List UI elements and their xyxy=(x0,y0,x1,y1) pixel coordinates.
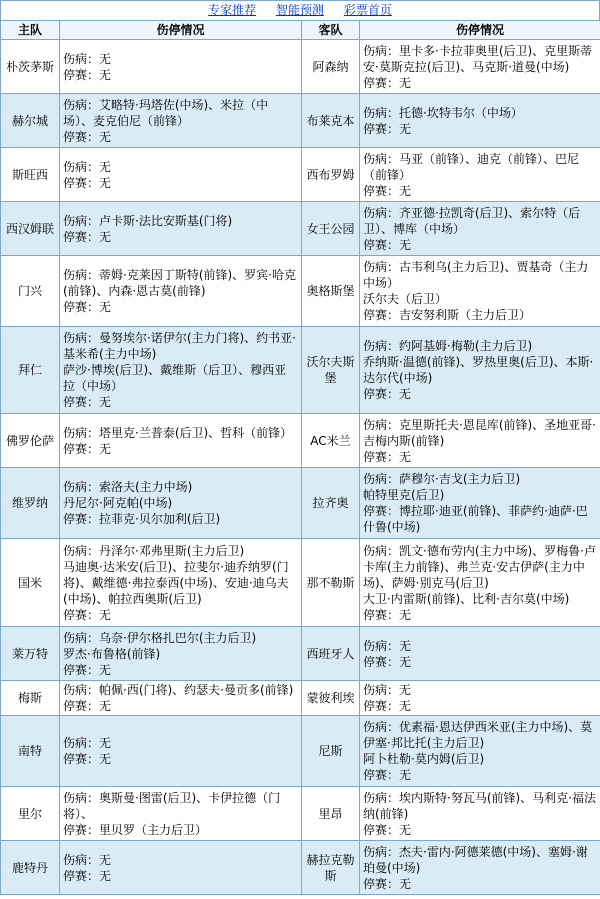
injury-line: 伤病：帕佩·西(门将)、约瑟夫·曼贡多(前锋) xyxy=(63,683,294,697)
away-team: 里昂 xyxy=(302,787,360,841)
nav-link-lottery-home[interactable]: 彩票首页 xyxy=(343,3,392,17)
injury-line: 伤病：齐亚德·拉凯奇(后卫)、索尔特（后卫）、博库（中场） xyxy=(363,205,581,236)
away-injury-info xyxy=(360,256,600,327)
home-team: 国米 xyxy=(1,539,60,627)
injury-line: 罗杰·布鲁格(前锋) xyxy=(63,646,161,661)
injury-line: 停赛：无 xyxy=(63,441,112,456)
injury-line: 停赛：无 xyxy=(63,395,112,409)
table-row xyxy=(1,681,600,716)
injury-line: 停赛：无 xyxy=(363,654,412,669)
away-team: 奥格斯堡 xyxy=(302,256,360,327)
home-team: 鹿特丹 xyxy=(1,841,60,895)
home-team: 门兴 xyxy=(1,256,60,327)
header-row xyxy=(1,21,600,40)
injury-line: 停赛：无 xyxy=(63,229,112,244)
injury-line: 停赛：无 xyxy=(63,662,112,677)
injury-line: 伤病：无 xyxy=(63,852,112,867)
away-injury-info xyxy=(360,539,600,627)
injury-line: 伤病：古韦利乌(主力后卫)、贾基奇（主力中场） xyxy=(363,260,589,290)
away-injury-info xyxy=(360,94,600,148)
away-injury-info xyxy=(360,414,600,468)
injury-line: 伤病：马亚（前锋）、迪克（前锋）、巴尼（前锋） xyxy=(363,151,580,182)
home-injury-info xyxy=(60,327,302,414)
home-team: 斯旺西 xyxy=(1,148,60,202)
injury-line: 停赛：无 xyxy=(63,699,112,713)
injury-line: 伤病：萨穆尔·吉戈(主力后卫) xyxy=(363,472,521,486)
injury-line: 萨沙·博埃(后卫)、戴维斯（后卫）、穆西亚拉（中场） xyxy=(63,363,287,393)
injury-line: 伤病：无 xyxy=(363,638,412,653)
injury-line: 停赛：无 xyxy=(63,752,112,766)
injury-line: 停赛：无 xyxy=(363,699,412,713)
injury-line: 伤病：优素福·恩达伊西米亚(主力中场)、莫伊塞·邦比托(主力后卫) xyxy=(363,720,593,750)
injury-line: 伤病：乌奈·伊尔格扎巴尔(主力后卫) xyxy=(63,630,257,645)
home-team: 佛罗伦萨 xyxy=(1,414,60,468)
injury-line: 伤病：卢卡斯·法比安斯基(门将) xyxy=(63,213,233,228)
injury-line: 停赛：无 xyxy=(363,876,412,891)
injury-line: 伤病：托德·坎特韦尔（中场） xyxy=(363,105,523,120)
home-injury-header: 伤停情况 xyxy=(60,21,302,40)
home-team: 梅斯 xyxy=(1,681,60,716)
away-team-header: 客队 xyxy=(302,21,360,40)
away-team: 拉齐奥 xyxy=(302,468,360,539)
home-injury-info xyxy=(60,202,302,256)
injury-line: 马迪奥·达米安(后卫)、拉斐尔·迪乔纳罗(门将)、戴维德·弗拉泰西(中场)、安迪·迪乌夫(中场)、帕拉西奥斯(后卫) xyxy=(63,559,289,606)
injury-line: 停赛：无 xyxy=(63,868,112,883)
home-injury-info xyxy=(60,787,302,841)
away-team: 布莱克本 xyxy=(302,94,360,148)
home-injury-info xyxy=(60,468,302,539)
home-injury-info xyxy=(60,94,302,148)
table-row xyxy=(1,327,600,414)
table-row xyxy=(1,94,600,148)
away-team: 尼斯 xyxy=(302,716,360,787)
home-team: 西汉姆联 xyxy=(1,202,60,256)
injury-line: 停赛：无 xyxy=(363,387,412,401)
away-injury-info xyxy=(360,716,600,787)
away-injury-header: 伤停情况 xyxy=(360,21,600,40)
away-injury-info xyxy=(360,202,600,256)
table-row xyxy=(1,256,600,327)
injury-line: 乔纳斯·温德(前锋)、罗热里奥(后卫)、本斯·达尔代(中场) xyxy=(363,355,594,385)
home-team-header: 主队 xyxy=(1,21,60,40)
table-row xyxy=(1,716,600,787)
table-row xyxy=(1,414,600,468)
away-team: AC米兰 xyxy=(302,414,360,468)
home-team: 朴茨茅斯 xyxy=(1,40,60,94)
home-team: 南特 xyxy=(1,716,60,787)
away-team: 女王公园 xyxy=(302,202,360,256)
home-team: 赫尔城 xyxy=(1,94,60,148)
away-team: 蒙彼利埃 xyxy=(302,681,360,716)
home-injury-info xyxy=(60,256,302,327)
injury-line: 停赛：无 xyxy=(63,129,112,144)
home-injury-info xyxy=(60,841,302,895)
injury-line: 停赛：无 xyxy=(363,607,412,622)
away-injury-info xyxy=(360,841,600,895)
injury-line: 伤病：艾略特·玛塔佐(中场)、米拉（中场）、麦克伯尼（前锋） xyxy=(63,97,269,128)
table-row xyxy=(1,841,600,895)
injury-line: 阿卜杜勒·莫内姆(后卫) xyxy=(363,752,485,766)
table-row xyxy=(1,787,600,841)
table-row xyxy=(1,40,600,94)
home-injury-info xyxy=(60,414,302,468)
table-body xyxy=(1,40,600,895)
injury-line: 伤病：丹泽尔·邓弗里斯(主力后卫) xyxy=(63,543,245,558)
injury-line: 停赛：无 xyxy=(363,183,412,198)
injury-line: 伤病：无 xyxy=(363,683,412,697)
injury-line: 伤病：无 xyxy=(63,51,112,66)
away-injury-info xyxy=(360,468,600,539)
home-team: 维罗纳 xyxy=(1,468,60,539)
injury-line: 停赛：无 xyxy=(363,75,412,90)
injury-line: 伤病：凯文·德布劳内(主力中场)、罗梅鲁·卢卡库(主力前锋)、弗兰克·安古伊萨(主力中场)、萨姆·别克马(后卫) xyxy=(363,543,596,590)
injury-line: 停赛：无 xyxy=(363,237,412,252)
away-team: 阿森纳 xyxy=(302,40,360,94)
home-injury-info xyxy=(60,148,302,202)
injury-line: 停赛：无 xyxy=(363,822,412,837)
injury-line: 停赛：无 xyxy=(63,67,112,82)
injury-line: 帕特里克(后卫) xyxy=(363,488,445,502)
injury-line: 伤病：曼努埃尔·诺伊尔(主力门将)、约书亚·基米希(主力中场) xyxy=(63,331,296,361)
injury-line: 停赛：无 xyxy=(363,768,412,782)
injury-line: 伤病：埃内斯特·努瓦马(前锋)、马利克·福法纳(前锋) xyxy=(363,790,596,821)
injury-line: 停赛：拉菲克·贝尔加利(后卫) xyxy=(63,512,221,526)
table-row xyxy=(1,148,600,202)
home-injury-info xyxy=(60,40,302,94)
home-injury-info xyxy=(60,681,302,716)
away-injury-info xyxy=(360,627,600,681)
injury-table xyxy=(0,20,600,895)
injury-line: 停赛：博拉耶·迪亚(前锋)、菲萨约·迪萨·巴什鲁(中场) xyxy=(363,504,588,534)
injury-line: 伤病：克里斯托夫·恩昆库(前锋)、圣地亚哥·吉梅内斯(前锋) xyxy=(363,417,596,448)
home-injury-info xyxy=(60,539,302,627)
injury-line: 大卫·内雷斯(前锋)、比利·吉尔莫(中场) xyxy=(363,591,570,606)
nav-link-expert[interactable]: 专家推荐 xyxy=(208,3,257,17)
injury-line: 伤病：索洛夫(主力中场) xyxy=(63,480,193,494)
injury-line: 停赛：里贝罗（主力后卫） xyxy=(63,822,208,837)
table-row xyxy=(1,468,600,539)
away-team: 沃尔夫斯堡 xyxy=(302,327,360,414)
injury-line: 伤病：无 xyxy=(63,736,112,750)
top-nav xyxy=(0,0,600,20)
injury-line: 沃尔夫（后卫） xyxy=(363,292,448,306)
home-injury-info xyxy=(60,627,302,681)
away-injury-info xyxy=(360,40,600,94)
injury-line: 伤病：塔里克·兰普泰(后卫)、哲科（前锋） xyxy=(63,425,293,440)
injury-line: 停赛：无 xyxy=(363,121,412,136)
injury-line: 伤病：里卡多·卡拉菲奥里(后卫)、克里斯蒂安·莫斯克拉(后卫)、马克斯·道曼(中场) xyxy=(363,43,593,74)
table-row xyxy=(1,627,600,681)
table-row xyxy=(1,202,600,256)
away-injury-info xyxy=(360,327,600,414)
injury-line: 伤病：约阿基姆·梅勒(主力后卫) xyxy=(363,339,533,353)
injury-line: 伤病：杰夫·雷内·阿德莱德(中场)、塞姆·谢珀曼(中场) xyxy=(363,844,588,875)
injury-line: 停赛：无 xyxy=(363,449,412,464)
injury-line: 伤病：无 xyxy=(63,159,112,174)
away-team: 那不勒斯 xyxy=(302,539,360,627)
injury-line: 停赛：无 xyxy=(63,607,112,622)
away-injury-info xyxy=(360,787,600,841)
injury-line: 伤病：奥斯曼·图雷(后卫)、卡伊拉德（门将）、 xyxy=(63,790,281,821)
injury-line: 伤病：蒂姆·克莱因丁斯特(前锋)、罗宾·哈克(前锋)、内森·恩古莫(前锋) xyxy=(63,268,296,298)
injury-line: 停赛：吉安努利斯（主力后卫） xyxy=(363,308,532,322)
nav-link-prediction[interactable]: 智能预测 xyxy=(275,3,324,17)
injury-line: 停赛：无 xyxy=(63,175,112,190)
injury-line: 停赛：无 xyxy=(63,300,112,314)
home-team: 里尔 xyxy=(1,787,60,841)
away-team: 西布罗姆 xyxy=(302,148,360,202)
home-team: 拜仁 xyxy=(1,327,60,414)
home-team: 莱万特 xyxy=(1,627,60,681)
away-team: 西班牙人 xyxy=(302,627,360,681)
injury-line: 丹尼尔·阿克帕(中场) xyxy=(63,496,173,510)
away-injury-info xyxy=(360,681,600,716)
table-row xyxy=(1,539,600,627)
home-injury-info xyxy=(60,716,302,787)
away-injury-info xyxy=(360,148,600,202)
away-team: 赫拉克勒斯 xyxy=(302,841,360,895)
